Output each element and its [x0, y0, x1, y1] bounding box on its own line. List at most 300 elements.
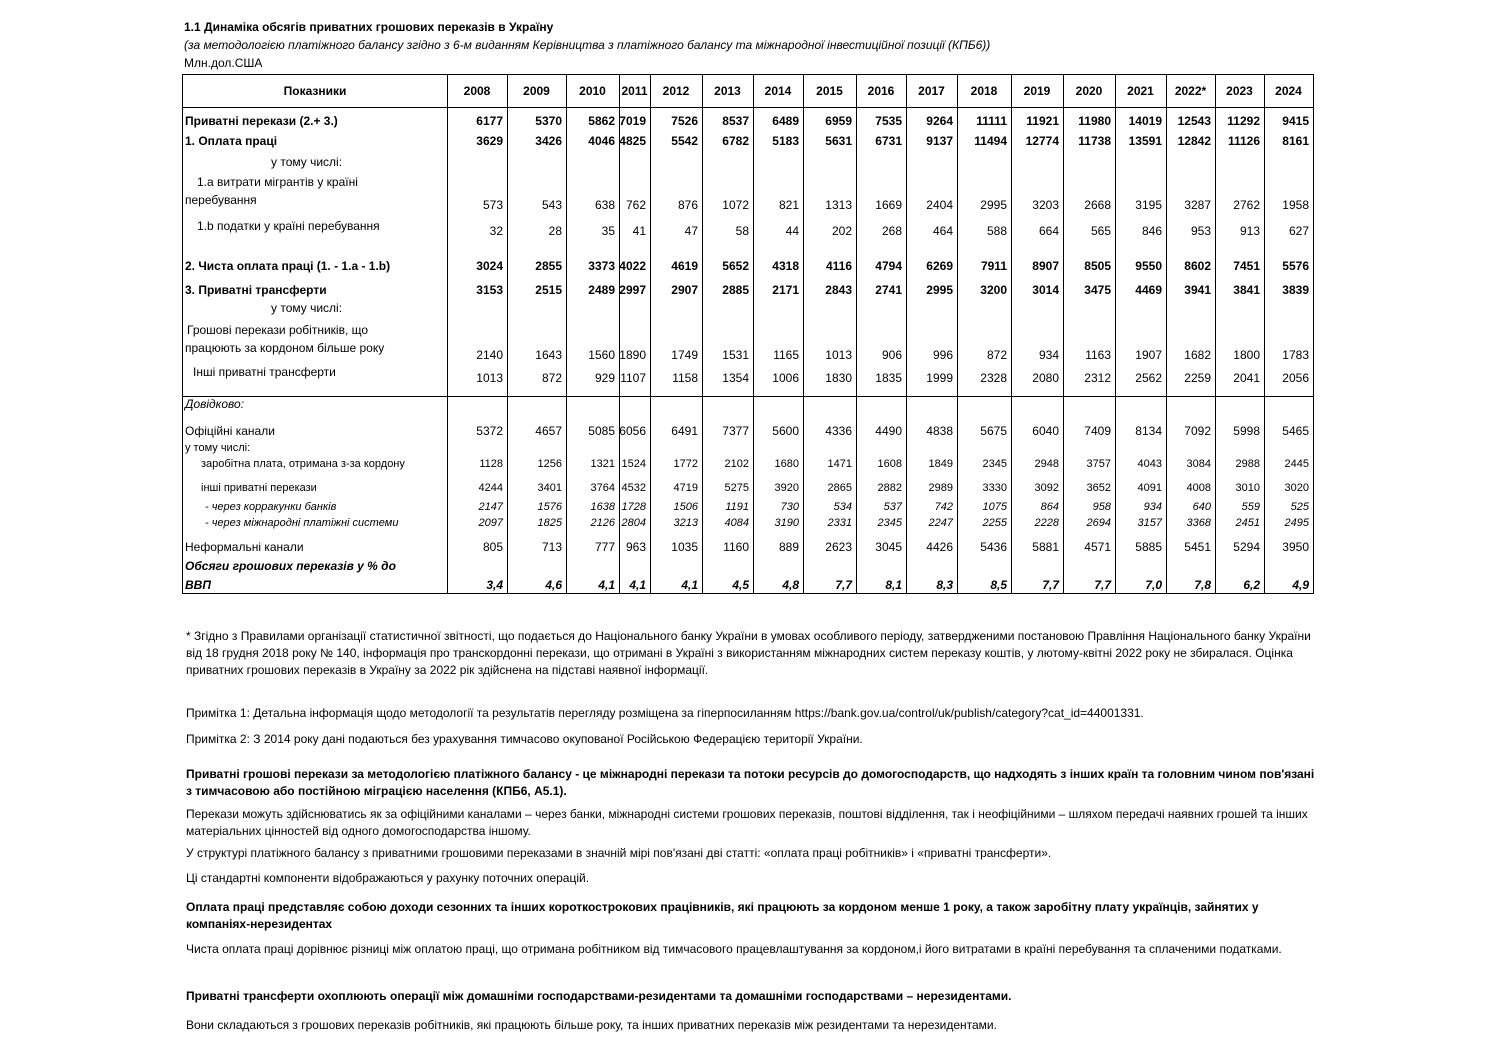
table-cell: 2741	[875, 283, 902, 297]
table-cell: 2080	[1032, 371, 1059, 385]
table-cell: 6491	[671, 424, 698, 438]
table-cell: 5465	[1282, 424, 1309, 438]
table-cell: 1321	[590, 458, 615, 470]
table-cell: 1506	[673, 501, 698, 513]
row-label: 2. Чиста оплата праці (1. - 1.a - 1.b)	[185, 259, 391, 273]
table-cell: 742	[934, 501, 953, 513]
note-paragraph: Оплата праці представляє собою доходи сезонних та інших короткострокових працівників, які працюють за кордоном менше 1 року, а також заробітну плату українців, зайнятих у компаніях-нерезидентах	[186, 900, 1259, 931]
table-cell: 872	[541, 371, 562, 385]
table-cell: 3203	[1032, 198, 1059, 212]
table-cell: 2948	[1034, 458, 1059, 470]
table-cell: 4008	[1186, 482, 1211, 494]
table-cell: 2451	[1235, 517, 1260, 529]
table-cell: 3153	[476, 283, 503, 297]
table-cell: 929	[594, 371, 615, 385]
table-cell: 3024	[476, 259, 503, 273]
table-cell: 58	[735, 224, 749, 238]
table-cell: 4,1	[681, 578, 698, 592]
table-cell: 11111	[976, 114, 1007, 128]
note-paragraph: Ці стандартні компоненти відображаються у рахунку поточних операцій.	[186, 871, 590, 885]
table-cell: 3287	[1184, 198, 1211, 212]
table-cell: 7,7	[835, 578, 852, 592]
table-cell: 4571	[1084, 540, 1111, 554]
table-cell: 2331	[827, 517, 852, 529]
table-cell: 3839	[1282, 283, 1309, 297]
table-cell: 934	[1143, 501, 1162, 513]
table-cell: 1013	[476, 371, 503, 385]
header-year: 2015	[816, 84, 843, 98]
table-cell: 5085	[588, 424, 615, 438]
table-cell: 5370	[535, 114, 562, 128]
table-cell: 3426	[535, 134, 562, 148]
table-cell: 6731	[875, 134, 902, 148]
header-year: 2017	[918, 84, 945, 98]
table-cell: 11292	[1227, 114, 1260, 128]
table-cell: 8161	[1282, 134, 1309, 148]
note-paragraph: Чиста оплата праці дорівнює різниці між оплатою праці, що отримана робітником від тимчасового працевлаштування за кордоном,і його витратами в країні перебування та сплаченими податками.	[186, 942, 1282, 956]
table-cell: 1072	[722, 198, 749, 212]
table-cell: 1191	[725, 501, 749, 513]
table-cell: 2623	[825, 540, 852, 554]
table-cell: 2328	[980, 371, 1007, 385]
table-cell: 3014	[1032, 283, 1059, 297]
table-cell: 1313	[825, 198, 852, 212]
table-cell: 35	[601, 224, 615, 238]
table-cell: 6040	[1032, 424, 1059, 438]
table-cell: 7,7	[1042, 578, 1059, 592]
note-paragraph: Приватні грошові перекази за методологією платіжного балансу - це міжнародні перекази та потоки ресурсів до домогосподарств, що надходять з інших країн та головним чином пов'язані з тимчасовою або постійною міграцією населення (КПБ6, А5.1).	[186, 767, 1315, 798]
table-cell: 7535	[875, 114, 902, 128]
table-cell: 1890	[619, 348, 646, 362]
table-cell: 2668	[1084, 198, 1111, 212]
column-divider	[1115, 75, 1116, 593]
table-cell: 202	[831, 224, 852, 238]
table-cell: 5183	[772, 134, 799, 148]
table-cell: 5998	[1233, 424, 1260, 438]
row-label: 3. Приватні трансферти	[185, 283, 327, 297]
table-cell: 640	[1192, 501, 1211, 513]
table-cell: 4657	[535, 424, 562, 438]
table-cell: 3330	[982, 482, 1007, 494]
table-cell: 953	[1190, 224, 1211, 238]
table-cell: 2885	[722, 283, 749, 297]
table-cell: 2843	[825, 283, 852, 297]
note-paragraph: Вони складаються з грошових переказів робітників, які працюють більше року, та інших приватних переказів між резидентами та нерезидентами.	[186, 1018, 997, 1032]
table-cell: 5542	[671, 134, 698, 148]
table-cell: 1524	[621, 458, 646, 470]
note-paragraph: Примітка 1: Детальна інформація щодо методології та результатів перегляду розміщена за гіперпосиланням https://bank.gov.ua/control/uk/publish/category?cat_id=44001331.	[186, 706, 1144, 720]
row-label: - через корракунки банків	[205, 501, 337, 513]
table-cell: 5372	[476, 424, 503, 438]
table-cell: 2259	[1184, 371, 1211, 385]
table-cell: 13591	[1128, 134, 1162, 148]
column-divider	[702, 75, 703, 593]
table-cell: 4084	[724, 517, 749, 529]
table-cell: 6489	[772, 114, 799, 128]
table-cell: 4091	[1137, 482, 1162, 494]
table-cell: 7451	[1233, 259, 1260, 273]
table-cell: 543	[541, 198, 562, 212]
table-cell: 3950	[1282, 540, 1309, 554]
table-cell: 3020	[1284, 482, 1309, 494]
table-cell: 6056	[619, 424, 646, 438]
table-cell: 2995	[980, 198, 1007, 212]
table-cell: 537	[883, 501, 902, 513]
table-cell: 5862	[588, 114, 615, 128]
header-year: 2008	[463, 84, 491, 98]
table-cell: 7019	[619, 114, 646, 128]
table-cell: 5881	[1032, 540, 1059, 554]
table-cell: 8134	[1135, 424, 1162, 438]
table-cell: 2562	[1135, 371, 1162, 385]
column-divider	[957, 75, 958, 593]
table-cell: 1165	[773, 348, 799, 362]
table-cell: 934	[1038, 348, 1059, 362]
table-cell: 1471	[827, 458, 852, 470]
table-cell: 2445	[1284, 458, 1309, 470]
note-paragraph: У структурі платіжного балансу з приватними грошовими переказами в значній мірі пов'язані дві статті: «оплата праці робітників» і «приватні трансферти».	[186, 846, 1052, 860]
table-cell: 2056	[1282, 371, 1309, 385]
column-divider	[753, 75, 754, 593]
header-year: 2021	[1127, 84, 1154, 98]
table-cell: 2041	[1233, 371, 1260, 385]
table-cell: 3920	[774, 482, 799, 494]
table-cell: 1825	[537, 517, 562, 529]
table-cell: 8,3	[936, 578, 953, 592]
table-cell: 777	[594, 540, 615, 554]
table-cell: 8,5	[990, 578, 1007, 592]
header-year: 2011	[621, 84, 648, 98]
table-cell: 872	[986, 348, 1007, 362]
table-cell: 4426	[926, 540, 953, 554]
table-cell: 2907	[671, 283, 698, 297]
table-cell: 2097	[478, 517, 503, 529]
table-cell: 3195	[1135, 198, 1162, 212]
table-cell: 4022	[619, 259, 646, 273]
table-cell: 565	[1090, 224, 1111, 238]
table-cell: 5275	[724, 482, 749, 494]
row-label: - через міжнародні платіжні системи	[205, 517, 399, 529]
table-cell: 3652	[1086, 482, 1111, 494]
table-cell: 4336	[825, 424, 852, 438]
table-cell: 4469	[1135, 283, 1162, 297]
table-cell: 525	[1290, 501, 1309, 513]
remittance-table	[182, 74, 1314, 594]
table-cell: 559	[1241, 501, 1260, 513]
table-cell: 9415	[1282, 114, 1309, 128]
table-cell: 5436	[980, 540, 1007, 554]
table-cell: 2228	[1034, 517, 1059, 529]
table-cell: 2694	[1086, 517, 1111, 529]
table-cell: 1669	[875, 198, 902, 212]
table-cell: 1006	[772, 371, 799, 385]
column-divider	[566, 75, 567, 593]
note-paragraph: Приватні трансферти охоплюють операції між домашніми господарствами-резидентами та домашніми господарствами – нерезидентами.	[186, 989, 1012, 1003]
header-year: 2022*	[1174, 84, 1207, 98]
table-cell: 14019	[1128, 114, 1162, 128]
table-cell: 3213	[673, 517, 698, 529]
table-cell: 6,2	[1243, 578, 1260, 592]
table-cell: 28	[548, 224, 562, 238]
table-cell: 762	[625, 198, 646, 212]
table-cell: 8537	[722, 114, 749, 128]
table-cell: 5576	[1282, 259, 1309, 273]
table-cell: 6269	[926, 259, 953, 273]
table-header	[183, 75, 1313, 108]
table-cell: 3010	[1235, 482, 1260, 494]
table-cell: 1035	[671, 540, 698, 554]
table-cell: 41	[632, 224, 646, 238]
page-title: 1.1 Динаміка обсягів приватних грошових переказів в Україну	[184, 20, 554, 34]
table-cell: 913	[1239, 224, 1260, 238]
row-label: Інші приватні трансферти	[193, 365, 336, 379]
table-cell: 9550	[1135, 259, 1162, 273]
table-cell: 1107	[620, 371, 646, 385]
table-cell: 268	[881, 224, 902, 238]
table-cell: 1560	[588, 348, 615, 362]
table-cell: 958	[1092, 501, 1111, 513]
table-cell: 821	[778, 198, 799, 212]
table-cell: 4318	[772, 259, 799, 273]
header-year: 2018	[970, 84, 998, 98]
table-cell: 6959	[825, 114, 852, 128]
table-cell: 805	[482, 540, 503, 554]
table-cell: 2345	[877, 517, 902, 529]
page-subtitle: (за методологією платіжного балансу згідно з 6-м виданням Керівництва з платіжного балансу та міжнародної інвестиційної позиції (КПБ6))	[184, 38, 991, 52]
table-cell: 3157	[1137, 517, 1162, 529]
unit-label: Млн.дол.США	[184, 56, 263, 70]
column-divider	[1264, 75, 1265, 593]
table-cell: 7377	[722, 424, 749, 438]
header-year: 2009	[523, 84, 550, 98]
table-cell: 846	[1141, 224, 1162, 238]
table-cell: 8,1	[885, 578, 902, 592]
header-year: 2019	[1023, 84, 1051, 98]
table-cell: 889	[778, 540, 799, 554]
table-cell: 1531	[722, 348, 749, 362]
table-cell: 1576	[537, 501, 562, 513]
table-cell: 1608	[877, 458, 902, 470]
table-cell: 4,6	[545, 578, 562, 592]
table-cell: 3092	[1034, 482, 1059, 494]
row-label: у тому числі:	[271, 301, 343, 315]
column-divider	[619, 75, 620, 593]
row-label: 1. Оплата праці	[185, 134, 278, 148]
table-cell: 1160	[723, 540, 749, 554]
table-cell: 9137	[926, 134, 953, 148]
column-divider	[447, 75, 448, 593]
table-cell: 7,8	[1194, 578, 1211, 592]
table-cell: 963	[625, 540, 646, 554]
table-cell: 2855	[535, 259, 562, 273]
header-indicators: Показники	[283, 84, 347, 98]
column-divider	[507, 75, 508, 593]
table-cell: 5631	[825, 134, 852, 148]
table-cell: 3764	[590, 482, 615, 494]
table-cell: 573	[482, 198, 503, 212]
table-cell: 1638	[590, 501, 615, 513]
table-cell: 5294	[1233, 540, 1260, 554]
column-divider	[1011, 75, 1012, 593]
column-divider	[803, 75, 804, 593]
table-cell: 5652	[722, 259, 749, 273]
table-cell: 5885	[1135, 540, 1162, 554]
table-cell: 1682	[1184, 348, 1211, 362]
table-cell: 3084	[1186, 458, 1211, 470]
table-cell: 12543	[1177, 114, 1211, 128]
header-year: 2010	[579, 84, 606, 98]
table-cell: 1075	[982, 501, 1007, 513]
table-cell: 11738	[1078, 134, 1111, 148]
column-divider	[1215, 75, 1216, 593]
table-cell: 4825	[619, 134, 646, 148]
column-divider	[1063, 75, 1064, 593]
row-label: перебування	[185, 193, 257, 207]
table-cell: 1013	[825, 348, 852, 362]
table-cell: 7,0	[1145, 578, 1162, 592]
table-cell: 1800	[1233, 348, 1260, 362]
table-cell: 1163	[1085, 348, 1111, 362]
table-cell: 12842	[1177, 134, 1211, 148]
row-label: Довідково:	[185, 397, 245, 411]
table-cell: 3200	[980, 283, 1007, 297]
table-cell: 2495	[1284, 517, 1309, 529]
table-cell: 11980	[1078, 114, 1111, 128]
row-label: ВВП	[185, 578, 211, 592]
table-cell: 2882	[877, 482, 902, 494]
row-label: у тому числі:	[185, 442, 251, 454]
table-cell: 2255	[982, 517, 1007, 529]
table-cell: 32	[489, 224, 503, 238]
table-cell: 1643	[535, 348, 562, 362]
table-cell: 588	[986, 224, 1007, 238]
row-label: Грошові перекази робітників, що	[187, 323, 369, 337]
row-label: Приватні перекази (2.+ 3.)	[185, 114, 338, 128]
table-cell: 9264	[926, 114, 953, 128]
header-year: 2020	[1075, 84, 1103, 98]
table-cell: 3373	[588, 259, 615, 273]
table-cell: 1783	[1282, 348, 1309, 362]
table-cell: 864	[1040, 501, 1059, 513]
row-label: заробітна плата, отримана з-за кордону	[201, 458, 405, 470]
table-cell: 2126	[590, 517, 615, 529]
row-label: 1.b податки у країні перебування	[197, 219, 380, 233]
table-cell: 6177	[476, 114, 503, 128]
table-cell: 2102	[724, 458, 749, 470]
row-label: інші приватні перекази	[201, 482, 317, 494]
column-divider	[906, 75, 907, 593]
table-cell: 3841	[1233, 283, 1260, 297]
table-cell: 2247	[928, 517, 953, 529]
table-cell: 3401	[537, 482, 562, 494]
table-cell: 3941	[1184, 283, 1211, 297]
table-cell: 7409	[1084, 424, 1111, 438]
table-cell: 2171	[772, 283, 799, 297]
table-cell: 4,8	[782, 578, 799, 592]
table-cell: 534	[833, 501, 852, 513]
table-cell: 11494	[974, 134, 1007, 148]
table-cell: 1128	[479, 458, 503, 470]
table-cell: 4,9	[1292, 578, 1309, 592]
table-cell: 1999	[926, 371, 953, 385]
table-cell: 2345	[982, 458, 1007, 470]
table-cell: 1849	[928, 458, 953, 470]
table-cell: 11126	[1227, 134, 1260, 148]
table-cell: 3,4	[486, 578, 503, 592]
table-cell: 906	[881, 348, 902, 362]
table-cell: 4490	[875, 424, 902, 438]
header-year: 2024	[1275, 84, 1302, 98]
table-cell: 2404	[926, 198, 953, 212]
table-cell: 1749	[671, 348, 698, 362]
table-cell: 1958	[1282, 198, 1309, 212]
table-cell: 3475	[1084, 283, 1111, 297]
header-year: 2016	[867, 84, 895, 98]
table-cell: 5451	[1184, 540, 1211, 554]
header-year: 2014	[764, 84, 792, 98]
column-divider	[650, 75, 651, 593]
table-cell: 2515	[535, 283, 562, 297]
table-cell: 4794	[875, 259, 902, 273]
table-cell: 7092	[1184, 424, 1211, 438]
table-cell: 3190	[774, 517, 799, 529]
table-cell: 2140	[476, 348, 503, 362]
table-cell: 5675	[980, 424, 1007, 438]
note-paragraph: Перекази можуть здійснюватись як за офіційними каналами – через банки, міжнародні системи грошових переказів, поштові відділення, так і неофіційними – шляхом передачі наявних грошей та інших матеріальних цінностей від одного домогосподарства іншому.	[186, 807, 1308, 838]
table-cell: 730	[780, 501, 799, 513]
table-cell: 1680	[774, 458, 799, 470]
row-label: у тому числі:	[271, 155, 343, 169]
table-cell: 5600	[772, 424, 799, 438]
header-year: 2023	[1226, 84, 1253, 98]
table-cell: 4,1	[598, 578, 615, 592]
table-cell: 3368	[1186, 517, 1211, 529]
table-cell: 4116	[825, 259, 852, 273]
table-cell: 3757	[1086, 458, 1111, 470]
table-cell: 638	[594, 198, 615, 212]
row-label: працюють за кордоном більше року	[185, 341, 385, 355]
table-cell: 713	[541, 540, 562, 554]
table-cell: 8602	[1184, 259, 1211, 273]
table-cell: 2762	[1233, 198, 1260, 212]
table-cell: 4838	[926, 424, 953, 438]
column-divider	[1166, 75, 1167, 593]
column-divider	[856, 75, 857, 593]
table-cell: 1830	[825, 371, 852, 385]
table-cell: 4244	[478, 482, 503, 494]
table-cell: 2312	[1084, 371, 1111, 385]
table-cell: 3629	[476, 134, 503, 148]
note-paragraph: Примітка 2: З 2014 року дані подаються без урахування тимчасово окупованої Російською Федерацією території України.	[186, 732, 863, 746]
table-cell: 1835	[875, 371, 902, 385]
row-label: Обсяги грошових переказів у % до	[185, 559, 396, 573]
row-label: Офіційні канали	[185, 424, 275, 438]
row-label: Неформальні канали	[185, 540, 304, 554]
table-cell: 7911	[980, 259, 1007, 273]
table-cell: 4532	[621, 482, 646, 494]
table-cell: 4,5	[732, 578, 749, 592]
table-cell: 2489	[588, 283, 615, 297]
table-cell: 7526	[671, 114, 698, 128]
table-cell: 1907	[1135, 348, 1162, 362]
table-cell: 4619	[671, 259, 698, 273]
table-cell: 8505	[1084, 259, 1111, 273]
table-cell: 1728	[621, 501, 646, 513]
table-cell: 876	[677, 198, 698, 212]
table-cell: 664	[1038, 224, 1059, 238]
table-cell: 8907	[1032, 259, 1059, 273]
row-label: 1.a витрати мігрантів у країні	[197, 175, 358, 189]
